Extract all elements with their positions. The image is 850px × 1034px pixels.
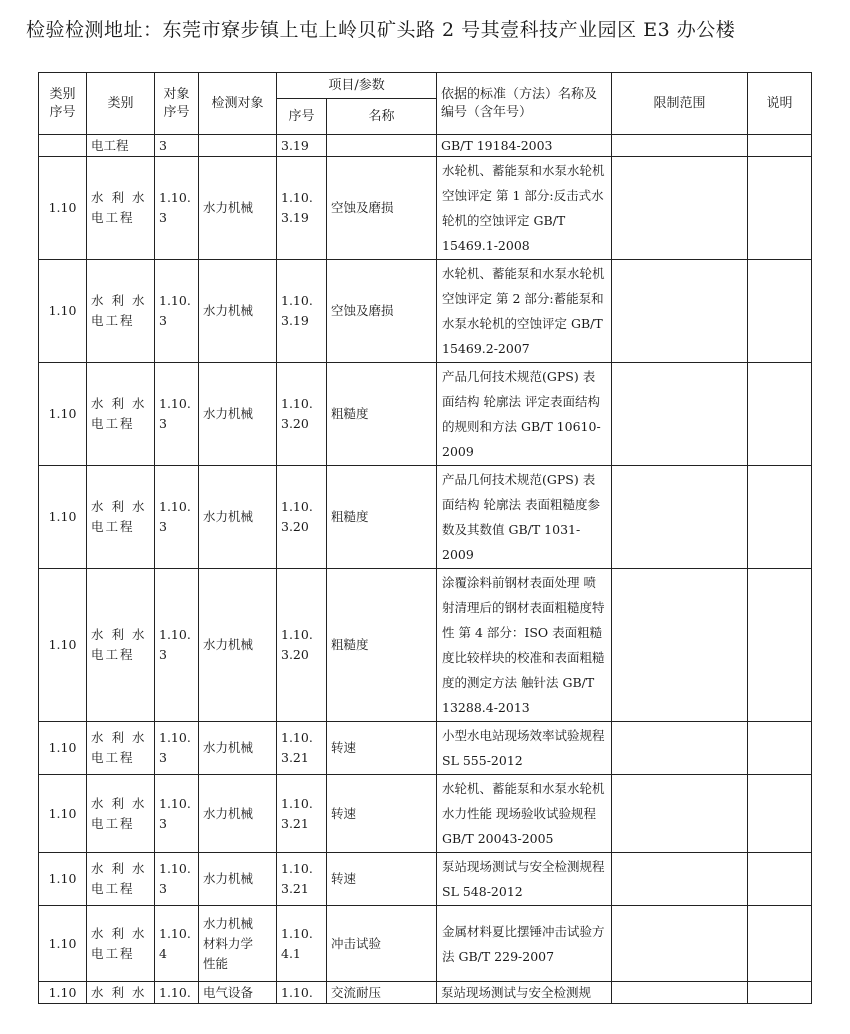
header-standard: 依据的标准（方法）名称及编号（含年号）: [437, 73, 612, 135]
cell-category: 水 利 水 电工程: [87, 569, 155, 722]
cell-item-no: 1.10. 3.21: [277, 722, 327, 775]
cell-limit: [612, 569, 748, 722]
cell-standard: 产品几何技术规范(GPS) 表面结构 轮廓法 表面粗糙度参数及其数值 GB/T 1031-2009: [437, 466, 612, 569]
cell-standard: 泵站现场测试与安全检测规程 SL 548-2012: [437, 853, 612, 906]
cell-note: [748, 853, 812, 906]
cell-item-no: 1.10. 4.1: [277, 906, 327, 982]
cell-category: 电工程: [87, 135, 155, 157]
table-row: [39, 722, 812, 775]
cell-category: 水 利 水 电工程: [87, 157, 155, 260]
cell-item-name: 粗糙度: [327, 569, 437, 722]
cell-note: [748, 569, 812, 722]
cell-cat-no: 1.10: [39, 853, 87, 906]
cell-cat-no: 1.10: [39, 906, 87, 982]
cell-item-name: 冲击试验: [327, 906, 437, 982]
table-row: [39, 157, 812, 260]
cell-item-no: 1.10. 3.21: [277, 853, 327, 906]
cell-note: [748, 775, 812, 853]
cell-object: 水力机械: [199, 260, 277, 363]
table-row: [39, 982, 812, 1004]
cell-item-no: 1.10. 3.21: [277, 775, 327, 853]
cell-object: 水力机械 材料力学 性能: [199, 906, 277, 982]
cell-limit: [612, 853, 748, 906]
cell-note: [748, 260, 812, 363]
cell-standard: GB/T 19184-2003: [437, 135, 612, 157]
cell-category: 水 利 水: [87, 982, 155, 1004]
table-row: [39, 906, 812, 982]
cell-limit: [612, 982, 748, 1004]
cell-cat-no: 1.10: [39, 363, 87, 466]
cell-category: 水 利 水 电工程: [87, 853, 155, 906]
header-item-name: 名称: [327, 99, 437, 135]
cell-standard: 产品几何技术规范(GPS) 表面结构 轮廓法 评定表面结构的规则和方法 GB/T 10610-2009: [437, 363, 612, 466]
cell-cat-no: 1.10: [39, 157, 87, 260]
cell-cat-no: 1.10: [39, 569, 87, 722]
table-row: [39, 853, 812, 906]
cell-object: [199, 135, 277, 157]
cell-category: 水 利 水 电工程: [87, 722, 155, 775]
cell-cat-no: 1.10: [39, 722, 87, 775]
header-object: 检测对象: [199, 73, 277, 135]
cell-object: 水力机械: [199, 466, 277, 569]
cell-note: [748, 363, 812, 466]
table-row: [39, 569, 812, 722]
header-cat-no: 类别 序号: [39, 73, 87, 135]
cell-note: [748, 982, 812, 1004]
table-row: [39, 775, 812, 853]
cell-limit: [612, 363, 748, 466]
cell-object: 水力机械: [199, 363, 277, 466]
header-item-param: 项目/参数: [277, 73, 437, 99]
cell-obj-no: 1.10. 3: [155, 569, 199, 722]
cell-category: 水 利 水 电工程: [87, 906, 155, 982]
cell-obj-no: 1.10. 3: [155, 466, 199, 569]
cell-item-name: 转速: [327, 853, 437, 906]
cell-category: 水 利 水 电工程: [87, 363, 155, 466]
cell-note: [748, 135, 812, 157]
cell-item-name: 交流耐压: [327, 982, 437, 1004]
inspection-table: [38, 72, 812, 1004]
cell-object: 水力机械: [199, 853, 277, 906]
cell-standard: 金属材料夏比摆锤冲击试验方法 GB/T 229-2007: [437, 906, 612, 982]
cell-category: 水 利 水 电工程: [87, 775, 155, 853]
table-row: [39, 260, 812, 363]
cell-item-no: 1.10. 3.20: [277, 569, 327, 722]
cell-obj-no: 1.10. 3: [155, 260, 199, 363]
cell-item-no: 3.19: [277, 135, 327, 157]
header-category: 类别: [87, 73, 155, 135]
header-item-no: 序号: [277, 99, 327, 135]
cell-object: 水力机械: [199, 157, 277, 260]
cell-obj-no: 1.10. 3: [155, 775, 199, 853]
cell-obj-no: 1.10. 3: [155, 363, 199, 466]
cell-limit: [612, 135, 748, 157]
cell-limit: [612, 775, 748, 853]
cell-item-no: 1.10. 3.19: [277, 157, 327, 260]
cell-limit: [612, 466, 748, 569]
header-row: [39, 73, 812, 99]
cell-object: 水力机械: [199, 775, 277, 853]
cell-item-name: 空蚀及磨损: [327, 157, 437, 260]
cell-item-no: 1.10. 3.20: [277, 466, 327, 569]
cell-item-no: 1.10.: [277, 982, 327, 1004]
table-row: [39, 135, 812, 157]
header-obj-no: 对象 序号: [155, 73, 199, 135]
cell-category: 水 利 水 电工程: [87, 260, 155, 363]
cell-cat-no: 1.10: [39, 775, 87, 853]
table-row: [39, 466, 812, 569]
cell-note: [748, 722, 812, 775]
cell-obj-no: 3: [155, 135, 199, 157]
page-title: 检验检测地址：东莞市寮步镇上屯上岭贝矿头路 2 号其壹科技产业园区 E3 办公楼: [26, 19, 736, 41]
cell-item-name: 转速: [327, 722, 437, 775]
cell-note: [748, 466, 812, 569]
cell-standard: 水轮机、蓄能泵和水泵水轮机空蚀评定 第 2 部分:蓄能泵和水泵水轮机的空蚀评定 GB/T 15469.2-2007: [437, 260, 612, 363]
header-limit: 限制范围: [612, 73, 748, 135]
table-row: [39, 363, 812, 466]
cell-note: [748, 157, 812, 260]
cell-object: 水力机械: [199, 722, 277, 775]
cell-item-name: 粗糙度: [327, 466, 437, 569]
cell-obj-no: 1.10. 4: [155, 906, 199, 982]
cell-item-name: [327, 135, 437, 157]
cell-limit: [612, 722, 748, 775]
cell-object: 电气设备: [199, 982, 277, 1004]
cell-cat-no: 1.10: [39, 982, 87, 1004]
header-note: 说明: [748, 73, 812, 135]
cell-item-name: 空蚀及磨损: [327, 260, 437, 363]
cell-obj-no: 1.10.: [155, 982, 199, 1004]
cell-object: 水力机械: [199, 569, 277, 722]
cell-cat-no: 1.10: [39, 466, 87, 569]
cell-note: [748, 906, 812, 982]
cell-category: 水 利 水 电工程: [87, 466, 155, 569]
cell-obj-no: 1.10. 3: [155, 722, 199, 775]
cell-obj-no: 1.10. 3: [155, 157, 199, 260]
cell-item-name: 转速: [327, 775, 437, 853]
cell-item-no: 1.10. 3.19: [277, 260, 327, 363]
cell-cat-no: 1.10: [39, 260, 87, 363]
cell-limit: [612, 157, 748, 260]
cell-standard: 泵站现场测试与安全检测规: [437, 982, 612, 1004]
cell-obj-no: 1.10. 3: [155, 853, 199, 906]
cell-standard: 涂覆涂料前钢材表面处理 喷射清理后的钢材表面粗糙度特性 第 4 部分：ISO 表面粗糙度比较样块的校准和表面粗糙度的测定方法 触针法 GB/T 13288.4-2013: [437, 569, 612, 722]
cell-standard: 水轮机、蓄能泵和水泵水轮机空蚀评定 第 1 部分:反击式水轮机的空蚀评定 GB/T 15469.1-2008: [437, 157, 612, 260]
cell-limit: [612, 260, 748, 363]
cell-limit: [612, 906, 748, 982]
cell-cat-no: [39, 135, 87, 157]
cell-standard: 小型水电站现场效率试验规程 SL 555-2012: [437, 722, 612, 775]
cell-standard: 水轮机、蓄能泵和水泵水轮机水力性能 现场验收试验规程 GB/T 20043-2005: [437, 775, 612, 853]
cell-item-no: 1.10. 3.20: [277, 363, 327, 466]
cell-item-name: 粗糙度: [327, 363, 437, 466]
